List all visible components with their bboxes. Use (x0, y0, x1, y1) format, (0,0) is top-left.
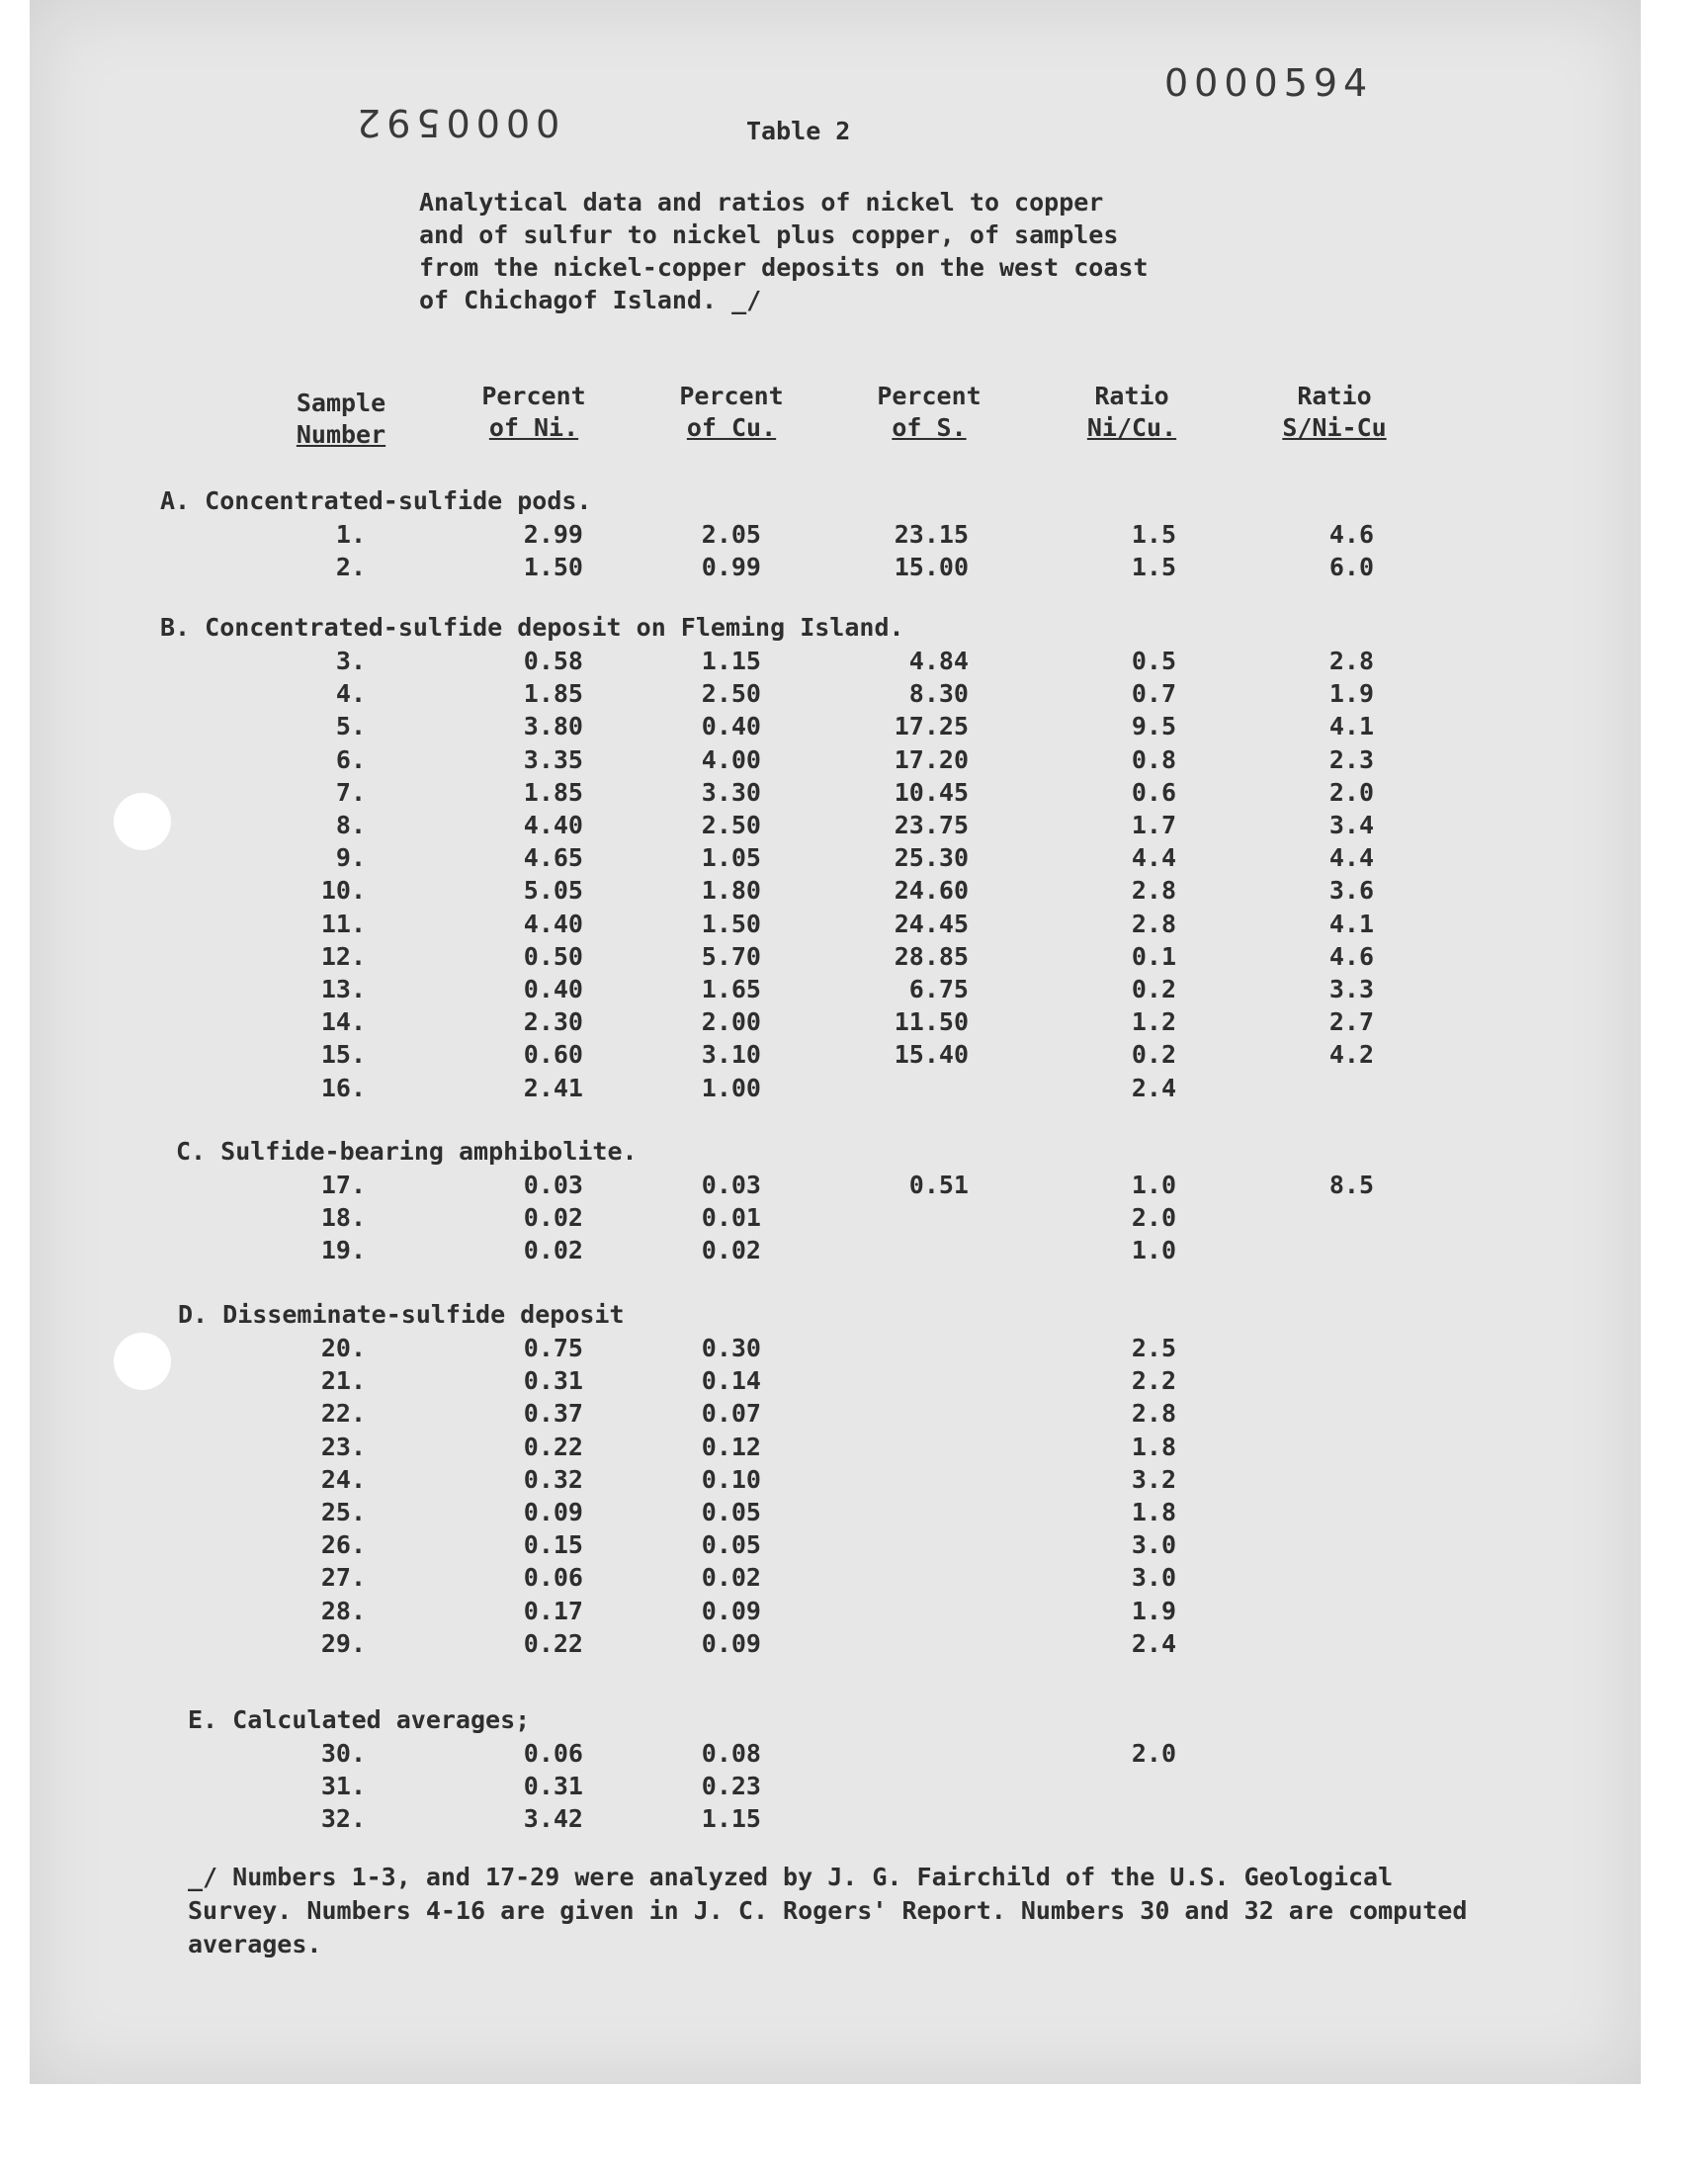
ratio-ni-cu-cell: 0.2 (1131, 975, 1176, 1003)
percent-cu-cell: 1.15 (701, 1804, 761, 1834)
section-heading: C. Sulfide-bearing amphibolite. (176, 1137, 638, 1166)
section-heading: A. Concentrated-sulfide pods. (160, 486, 592, 515)
sample-number-cell: 30. (320, 1739, 366, 1768)
ratio-ni-cu-cell: 9.5 (1131, 712, 1176, 741)
percent-cu-cell: 0.08 (701, 1739, 761, 1768)
table-row (0, 843, 1708, 877)
ratio-s-ni-cu-cell: 4.6 (1328, 941, 1374, 971)
table-row (0, 1563, 1708, 1597)
column-header-ratio-ni-cu (1072, 381, 1191, 444)
sample-number-cell: 10. (320, 876, 366, 906)
sample-number-cell: 29. (320, 1628, 366, 1658)
column-header-sample-number (282, 388, 400, 451)
table-row (0, 1171, 1708, 1204)
percent-ni-cell: 5.05 (523, 876, 583, 906)
table-title: Table 2 (746, 117, 851, 145)
table-row (0, 876, 1708, 910)
percent-ni-cell: 4.40 (523, 811, 583, 839)
document-number-stamp: 0000594 (1164, 61, 1374, 105)
sample-number-cell: 31. (320, 1772, 366, 1801)
sample-number-cell: 18. (320, 1203, 366, 1233)
ratio-ni-cu-cell: 1.2 (1131, 1007, 1176, 1037)
percent-ni-cell: 4.65 (523, 843, 583, 873)
ratio-ni-cu-cell: 0.6 (1131, 777, 1176, 807)
percent-ni-cell: 0.17 (523, 1596, 583, 1625)
ratio-s-ni-cu-cell: 2.7 (1328, 1007, 1374, 1037)
ratio-ni-cu-cell: 2.4 (1131, 1073, 1176, 1102)
ratio-ni-cu-cell: 1.5 (1131, 520, 1176, 549)
table-row (0, 1804, 1708, 1838)
table-row (0, 811, 1708, 844)
percent-cu-cell: 0.05 (701, 1530, 761, 1560)
percent-s-cell: 24.60 (894, 876, 969, 906)
ratio-ni-cu-cell: 2.8 (1131, 909, 1176, 938)
percent-ni-cell: 3.35 (523, 744, 583, 774)
column-header-line1: Ratio (1297, 382, 1372, 410)
sample-number-cell: 12. (320, 941, 366, 971)
percent-s-cell: 23.75 (894, 811, 969, 839)
sample-number-cell: 1. (335, 520, 366, 549)
column-header-line1: Sample (296, 389, 386, 417)
percent-cu-cell: 2.00 (701, 1007, 761, 1037)
sample-number-cell: 4. (335, 679, 366, 709)
percent-ni-cell: 0.60 (523, 1040, 583, 1070)
ratio-ni-cu-cell: 3.2 (1131, 1464, 1176, 1494)
percent-ni-cell: 0.75 (523, 1334, 583, 1362)
ratio-ni-cu-cell: 2.0 (1131, 1203, 1176, 1233)
percent-ni-cell: 0.02 (523, 1236, 583, 1265)
sample-number-cell: 25. (320, 1498, 366, 1526)
table-row (0, 1597, 1708, 1630)
percent-cu-cell: 0.03 (701, 1171, 761, 1199)
percent-s-cell: 23.15 (894, 520, 969, 549)
ratio-ni-cu-cell: 3.0 (1131, 1530, 1176, 1560)
table-row (0, 1465, 1708, 1499)
ratio-ni-cu-cell: 1.7 (1131, 811, 1176, 839)
percent-ni-cell: 2.30 (523, 1007, 583, 1037)
percent-cu-cell: 1.15 (701, 647, 761, 675)
ratio-ni-cu-cell: 2.2 (1131, 1366, 1176, 1396)
percent-s-cell: 10.45 (894, 777, 969, 807)
ratio-ni-cu-cell: 2.8 (1131, 1399, 1176, 1429)
percent-cu-cell: 0.14 (701, 1366, 761, 1396)
percent-s-cell: 17.20 (894, 744, 969, 774)
percent-s-cell: 0.51 (908, 1171, 969, 1199)
percent-ni-cell: 0.09 (523, 1498, 583, 1526)
percent-cu-cell: 0.10 (701, 1464, 761, 1494)
percent-s-cell: 24.45 (894, 909, 969, 938)
percent-ni-cell: 3.42 (523, 1804, 583, 1834)
sample-number-cell: 26. (320, 1530, 366, 1560)
column-header-line1: Ratio (1094, 382, 1169, 410)
table-row (0, 1334, 1708, 1367)
ratio-s-ni-cu-cell: 4.1 (1328, 712, 1374, 741)
percent-ni-cell: 0.03 (523, 1171, 583, 1199)
ratio-s-ni-cu-cell: 2.0 (1328, 777, 1374, 807)
percent-ni-cell: 2.99 (523, 520, 583, 549)
percent-ni-cell: 0.15 (523, 1530, 583, 1560)
sample-number-cell: 20. (320, 1334, 366, 1362)
table-row (0, 1203, 1708, 1237)
ratio-s-ni-cu-cell: 4.6 (1328, 520, 1374, 549)
percent-ni-cell: 0.31 (523, 1366, 583, 1396)
ratio-ni-cu-cell: 0.7 (1131, 679, 1176, 709)
percent-cu-cell: 2.05 (701, 520, 761, 549)
percent-ni-cell: 0.02 (523, 1203, 583, 1233)
ratio-ni-cu-cell: 0.1 (1131, 941, 1176, 971)
sample-number-cell: 15. (320, 1040, 366, 1070)
column-header-line2: of Ni. (488, 413, 579, 442)
ratio-ni-cu-cell: 3.0 (1131, 1563, 1176, 1593)
sample-number-cell: 3. (335, 647, 366, 675)
percent-cu-cell: 0.02 (701, 1236, 761, 1265)
percent-s-cell: 8.30 (908, 679, 969, 709)
column-header-percent-ni (465, 381, 603, 444)
table-row (0, 1498, 1708, 1531)
percent-ni-cell: 4.40 (523, 909, 583, 938)
ratio-ni-cu-cell: 2.5 (1131, 1334, 1176, 1362)
sample-number-cell: 17. (320, 1171, 366, 1199)
sample-number-cell: 9. (335, 843, 366, 873)
percent-cu-cell: 1.05 (701, 843, 761, 873)
sample-number-cell: 32. (320, 1804, 366, 1834)
table-row (0, 1236, 1708, 1269)
ratio-ni-cu-cell: 4.4 (1131, 843, 1176, 873)
percent-ni-cell: 1.50 (523, 553, 583, 582)
ratio-ni-cu-cell: 0.5 (1131, 647, 1176, 675)
ratio-ni-cu-cell: 2.8 (1131, 876, 1176, 906)
ratio-ni-cu-cell: 1.8 (1131, 1498, 1176, 1526)
percent-cu-cell: 3.30 (701, 777, 761, 807)
table-row (0, 1007, 1708, 1041)
ratio-ni-cu-cell: 1.0 (1131, 1236, 1176, 1265)
percent-s-cell: 28.85 (894, 941, 969, 971)
column-header-line2: Ni/Cu. (1086, 413, 1177, 442)
column-header-ratio-s-ni-cu (1270, 381, 1399, 444)
column-header-line2: of S. (892, 413, 967, 442)
percent-ni-cell: 1.85 (523, 679, 583, 709)
percent-s-cell: 15.40 (894, 1040, 969, 1070)
section-heading: E. Calculated averages; (188, 1705, 531, 1734)
sample-number-cell: 19. (320, 1236, 366, 1265)
table-row (0, 1399, 1708, 1433)
ratio-s-ni-cu-cell: 4.1 (1328, 909, 1374, 938)
table-row (0, 679, 1708, 713)
ratio-ni-cu-cell: 1.8 (1131, 1432, 1176, 1461)
percent-cu-cell: 0.02 (701, 1563, 761, 1593)
percent-s-cell: 6.75 (908, 975, 969, 1003)
sample-number-cell: 22. (320, 1399, 366, 1429)
percent-cu-cell: 0.09 (701, 1628, 761, 1658)
percent-ni-cell: 3.80 (523, 712, 583, 741)
table-row (0, 975, 1708, 1008)
column-header-line1: Percent (679, 382, 784, 410)
table-row (0, 1040, 1708, 1074)
column-header-line2: S/Ni-Cu (1282, 413, 1387, 442)
sample-number-cell: 8. (335, 811, 366, 839)
ratio-ni-cu-cell: 0.2 (1131, 1040, 1176, 1070)
ratio-s-ni-cu-cell: 3.3 (1328, 975, 1374, 1003)
percent-s-cell: 4.84 (908, 647, 969, 675)
table-row (0, 1074, 1708, 1107)
column-header-percent-cu (662, 381, 801, 444)
percent-cu-cell: 0.40 (701, 712, 761, 741)
percent-s-cell: 25.30 (894, 843, 969, 873)
ratio-ni-cu-cell: 2.4 (1131, 1628, 1176, 1658)
column-header-line2: of Cu. (686, 413, 777, 442)
percent-ni-cell: 1.85 (523, 777, 583, 807)
sample-number-cell: 27. (320, 1563, 366, 1593)
percent-cu-cell: 0.05 (701, 1498, 761, 1526)
percent-cu-cell: 3.10 (701, 1040, 761, 1070)
percent-s-cell: 17.25 (894, 712, 969, 741)
percent-ni-cell: 0.40 (523, 975, 583, 1003)
percent-cu-cell: 2.50 (701, 811, 761, 839)
percent-cu-cell: 1.65 (701, 975, 761, 1003)
table-row (0, 1629, 1708, 1663)
percent-cu-cell: 0.99 (701, 553, 761, 582)
sample-number-cell: 23. (320, 1432, 366, 1461)
percent-ni-cell: 0.50 (523, 941, 583, 971)
percent-ni-cell: 0.22 (523, 1432, 583, 1461)
table-row (0, 520, 1708, 554)
percent-ni-cell: 2.41 (523, 1073, 583, 1102)
ratio-s-ni-cu-cell: 4.4 (1328, 843, 1374, 873)
sample-number-cell: 14. (320, 1007, 366, 1037)
sample-number-cell: 16. (320, 1073, 366, 1102)
ratio-s-ni-cu-cell: 2.8 (1328, 647, 1374, 675)
ratio-s-ni-cu-cell: 3.6 (1328, 876, 1374, 906)
ratio-ni-cu-cell: 0.8 (1131, 744, 1176, 774)
ratio-s-ni-cu-cell: 8.5 (1328, 1171, 1374, 1199)
table-row (0, 1366, 1708, 1400)
percent-cu-cell: 0.30 (701, 1334, 761, 1362)
document-number-stamp-inverted: 0000592 (351, 101, 560, 144)
ratio-ni-cu-cell: 2.0 (1131, 1739, 1176, 1768)
sample-number-cell: 6. (335, 744, 366, 774)
percent-cu-cell: 1.80 (701, 876, 761, 906)
sample-number-cell: 13. (320, 975, 366, 1003)
ratio-s-ni-cu-cell: 1.9 (1328, 679, 1374, 709)
percent-ni-cell: 0.06 (523, 1739, 583, 1768)
percent-ni-cell: 0.06 (523, 1563, 583, 1593)
sample-number-cell: 7. (335, 777, 366, 807)
table-row (0, 712, 1708, 745)
percent-cu-cell: 0.07 (701, 1399, 761, 1429)
table-row (0, 1739, 1708, 1773)
percent-cu-cell: 5.70 (701, 941, 761, 971)
percent-ni-cell: 0.37 (523, 1399, 583, 1429)
ratio-s-ni-cu-cell: 2.3 (1328, 744, 1374, 774)
table-row (0, 1530, 1708, 1564)
percent-cu-cell: 0.09 (701, 1596, 761, 1625)
percent-cu-cell: 1.00 (701, 1073, 761, 1102)
ratio-s-ni-cu-cell: 6.0 (1328, 553, 1374, 582)
ratio-ni-cu-cell: 1.9 (1131, 1596, 1176, 1625)
ratio-ni-cu-cell: 1.5 (1131, 553, 1176, 582)
table-row (0, 942, 1708, 976)
column-header-percent-s (860, 381, 998, 444)
table-row (0, 1772, 1708, 1805)
percent-ni-cell: 0.31 (523, 1772, 583, 1801)
ratio-s-ni-cu-cell: 3.4 (1328, 811, 1374, 839)
ratio-s-ni-cu-cell: 4.2 (1328, 1040, 1374, 1070)
table-row (0, 647, 1708, 680)
table-caption: Analytical data and ratios of nickel to copper and of sulfur to nickel plus copper, of samples from the nickel-copper deposits on the west coast of Chichagof Island. _/ (419, 188, 1149, 314)
column-header-line1: Percent (877, 382, 982, 410)
ratio-ni-cu-cell: 1.0 (1131, 1171, 1176, 1199)
percent-s-cell: 15.00 (894, 553, 969, 582)
percent-s-cell: 11.50 (894, 1007, 969, 1037)
sample-number-cell: 2. (335, 553, 366, 582)
percent-ni-cell: 0.32 (523, 1464, 583, 1494)
column-header-line2: Number (296, 420, 386, 449)
column-header-line1: Percent (481, 382, 586, 410)
percent-cu-cell: 0.12 (701, 1432, 761, 1461)
table-row (0, 1433, 1708, 1466)
percent-ni-cell: 0.58 (523, 647, 583, 675)
section-heading: B. Concentrated-sulfide deposit on Fleming Island. (160, 613, 904, 642)
table-row (0, 778, 1708, 812)
percent-cu-cell: 2.50 (701, 679, 761, 709)
percent-cu-cell: 1.50 (701, 909, 761, 938)
sample-number-cell: 24. (320, 1464, 366, 1494)
sample-number-cell: 28. (320, 1596, 366, 1625)
table-row (0, 553, 1708, 586)
sample-number-cell: 5. (335, 712, 366, 741)
percent-ni-cell: 0.22 (523, 1628, 583, 1658)
percent-cu-cell: 4.00 (701, 744, 761, 774)
sample-number-cell: 11. (320, 909, 366, 938)
footnote: _/ Numbers 1-3, and 17-29 were analyzed by J. G. Fairchild of the U.S. Geological Survey. Numbers 4-16 are given in J. C. Rogers' Report. Numbers 30 and 32 are computed averages. (188, 1863, 1468, 1958)
section-heading: D. Disseminate-sulfide deposit (178, 1300, 625, 1329)
table-row (0, 910, 1708, 943)
table-row (0, 745, 1708, 779)
percent-cu-cell: 0.01 (701, 1203, 761, 1233)
sample-number-cell: 21. (320, 1366, 366, 1396)
percent-cu-cell: 0.23 (701, 1772, 761, 1801)
